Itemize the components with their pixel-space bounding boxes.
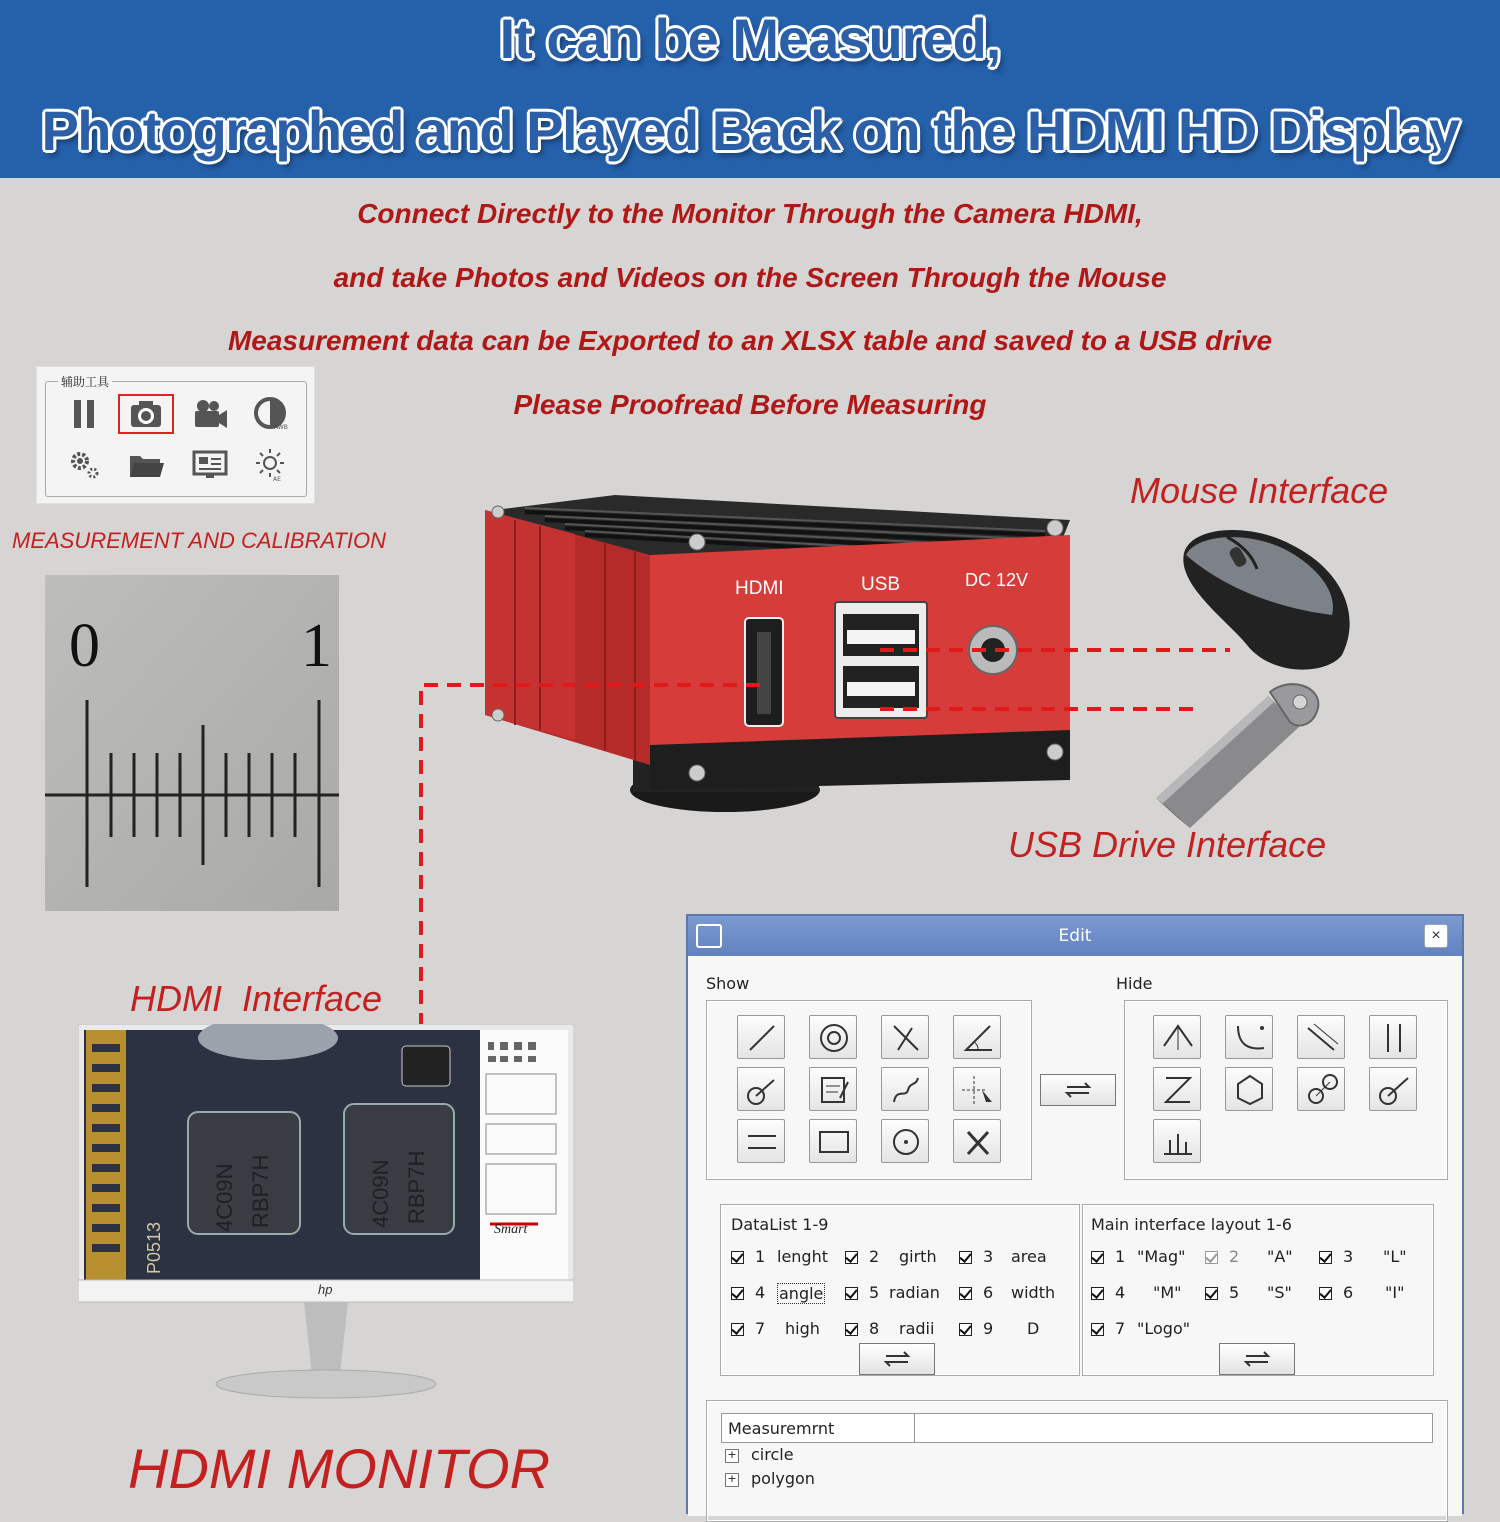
datalist-checkbox-3[interactable] — [959, 1251, 972, 1264]
measurement-table-header — [721, 1413, 1433, 1443]
datalist-checkbox-2[interactable] — [845, 1251, 858, 1264]
swap-show-hide-button[interactable] — [1040, 1074, 1116, 1106]
delete-tool-icon[interactable] — [953, 1119, 1001, 1163]
close-button[interactable]: × — [1424, 924, 1448, 948]
histogram-tool-icon[interactable] — [1153, 1119, 1201, 1163]
line-tool-icon[interactable] — [737, 1015, 785, 1059]
dialog-title: Edit — [1058, 926, 1092, 946]
layout-num-6: 6 — [1343, 1283, 1354, 1302]
layout-num-4: 4 — [1115, 1283, 1126, 1302]
layout-checkbox-2[interactable] — [1205, 1251, 1218, 1264]
measurement-header-text: Measuremrnt — [728, 1419, 835, 1438]
banner-title-line1: It can be Measured, — [499, 7, 1001, 70]
layout-checkbox-4[interactable] — [1091, 1287, 1104, 1300]
datalist-label-1: lenght — [777, 1247, 828, 1266]
point-select-tool-icon[interactable] — [953, 1067, 1001, 1111]
hide-label: Hide — [1116, 974, 1153, 993]
intro-line-4: Please Proofread Before Measuring — [513, 389, 987, 420]
datalist-label-3: area — [1011, 1247, 1047, 1266]
banner-title-line2: Photographed and Played Back on the HDMI HD Display — [41, 99, 1459, 162]
datalist-label-8: radii — [899, 1319, 935, 1338]
pcb-label: P0513 — [144, 1221, 164, 1274]
chip1-marking-a: 4C09N — [212, 1163, 237, 1232]
datalist-checkbox-9[interactable] — [959, 1323, 972, 1336]
tree-item-circle[interactable]: circle — [751, 1445, 794, 1464]
layout-title: Main interface layout 1-6 — [1091, 1215, 1292, 1234]
layout-label-2: "A" — [1267, 1247, 1293, 1266]
datalist-num-6: 6 — [983, 1283, 994, 1302]
datalist-checkbox-5[interactable] — [845, 1287, 858, 1300]
measurement-column-header[interactable] — [722, 1414, 915, 1442]
layout-label-3: "L" — [1383, 1247, 1407, 1266]
datalist-label-2: girth — [899, 1247, 937, 1266]
layout-label-7: "Logo" — [1137, 1319, 1191, 1338]
polygon-tool-icon[interactable] — [1225, 1067, 1273, 1111]
datalist-label-7: high — [785, 1319, 820, 1338]
datalist-checkbox-8[interactable] — [845, 1323, 858, 1336]
datalist-num-9: 9 — [983, 1319, 994, 1338]
datalist-group — [720, 1204, 1080, 1376]
show-label: Show — [706, 974, 750, 993]
datalist-label-4: angle — [779, 1284, 824, 1303]
arc-tool-icon[interactable] — [1225, 1015, 1273, 1059]
datalist-num-2: 2 — [869, 1247, 880, 1266]
panel-logo: Smart — [494, 1222, 528, 1237]
ruler-label-one: 1 — [301, 612, 332, 680]
layout-num-1: 1 — [1115, 1247, 1126, 1266]
hdmi-monitor-label: HDMI MONITOR — [128, 1437, 551, 1500]
datalist-label-6: width — [1011, 1283, 1056, 1302]
intro-line-2: and take Photos and Videos on the Screen Through the Mouse — [333, 262, 1167, 293]
datalist-num-1: 1 — [755, 1247, 766, 1266]
datalist-toggle-button[interactable] — [859, 1343, 935, 1375]
layout-num-5: 5 — [1229, 1283, 1240, 1302]
center-point-tool-icon[interactable] — [881, 1119, 929, 1163]
hdmi-interface-label: HDMI Interface — [130, 978, 383, 1019]
dialog-body — [688, 956, 1462, 1516]
layout-checkbox-6[interactable] — [1319, 1287, 1332, 1300]
point-radius-tool-icon[interactable] — [737, 1067, 785, 1111]
triangle-tool-icon[interactable] — [1153, 1015, 1201, 1059]
chip1-marking-b: RBP7H — [248, 1154, 273, 1228]
camera-port-dc-label: DC 12V — [965, 570, 1029, 590]
layout-num-2: 2 — [1229, 1247, 1240, 1266]
angle-lines-tool-icon[interactable] — [881, 1015, 929, 1059]
datalist-checkbox-7[interactable] — [731, 1323, 744, 1336]
datalist-checkbox-6[interactable] — [959, 1287, 972, 1300]
layout-label-6: "I" — [1385, 1283, 1405, 1302]
svg-text:AE: AE — [273, 476, 281, 482]
circle-line-tool-icon[interactable] — [1369, 1067, 1417, 1111]
camera-port-usb-label: USB — [861, 574, 901, 595]
angle-tool-icon[interactable] — [953, 1015, 1001, 1059]
circle-tool-icon[interactable] — [809, 1015, 857, 1059]
edit-dialog — [686, 914, 1464, 1514]
datalist-checkbox-1[interactable] — [731, 1251, 744, 1264]
layout-checkbox-7[interactable] — [1091, 1323, 1104, 1336]
vertical-parallel-tool-icon[interactable] — [1369, 1015, 1417, 1059]
layout-group — [1082, 1204, 1434, 1376]
layout-num-7: 7 — [1115, 1319, 1126, 1338]
freehand-tool-icon[interactable] — [881, 1067, 929, 1111]
svg-text:AWB: AWB — [274, 424, 288, 431]
datalist-label-5: radian — [889, 1283, 940, 1302]
tool-group-title: 辅助工具 — [58, 373, 112, 390]
tree-item-polygon[interactable]: polygon — [751, 1469, 815, 1488]
expand-polygon-icon[interactable]: + — [725, 1473, 739, 1487]
expand-circle-icon[interactable]: + — [725, 1449, 739, 1463]
rectangle-tool-icon[interactable] — [809, 1119, 857, 1163]
layout-label-5: "S" — [1267, 1283, 1292, 1302]
layout-label-4: "M" — [1153, 1283, 1182, 1302]
dialog-titlebar[interactable] — [688, 916, 1462, 956]
datalist-checkbox-4[interactable] — [731, 1287, 744, 1300]
datalist-num-7: 7 — [755, 1319, 766, 1338]
hide-tools-group — [1124, 1000, 1448, 1180]
layout-label-1: "Mag" — [1137, 1247, 1186, 1266]
datalist-num-3: 3 — [983, 1247, 994, 1266]
hdmi-monitor — [78, 1024, 574, 1400]
layout-checkbox-1[interactable] — [1091, 1251, 1104, 1264]
show-tools-group — [706, 1000, 1032, 1180]
intro-line-3: Measurement data can be Exported to an XLSX table and saved to a USB drive — [227, 325, 1273, 356]
parallel-lines-tool-icon[interactable] — [737, 1119, 785, 1163]
chip2-marking-a: 4C09N — [368, 1159, 393, 1228]
measurement-panel — [706, 1400, 1448, 1522]
usb-drive-icon — [1150, 678, 1330, 828]
mouse-icon — [1172, 525, 1354, 675]
monitor-brand-logo: hp — [318, 1282, 333, 1297]
usb-drive-interface-label: USB Drive Interface — [1008, 824, 1327, 865]
measurement-label: MEASUREMENT AND CALIBRATION — [12, 528, 387, 553]
mouse-interface-label: Mouse Interface — [1130, 470, 1389, 511]
datalist-num-5: 5 — [869, 1283, 880, 1302]
text-edit-tool-icon[interactable] — [809, 1067, 857, 1111]
datalist-title: DataList 1-9 — [731, 1215, 829, 1234]
intro-line-1: Connect Directly to the Monitor Through the Camera HDMI, — [357, 198, 1143, 229]
zigzag-tool-icon[interactable] — [1153, 1067, 1201, 1111]
layout-checkbox-5[interactable] — [1205, 1287, 1218, 1300]
datalist-num-8: 8 — [869, 1319, 880, 1338]
datalist-label-9: D — [1027, 1319, 1040, 1338]
diagonal-measure-tool-icon[interactable] — [1297, 1015, 1345, 1059]
layout-num-3: 3 — [1343, 1247, 1354, 1266]
camera-port-hdmi-label: HDMI — [735, 578, 784, 599]
two-circles-tool-icon[interactable] — [1297, 1067, 1345, 1111]
datalist-num-4: 4 — [755, 1283, 766, 1302]
ruler-label-zero: 0 — [69, 612, 100, 680]
layout-checkbox-3[interactable] — [1319, 1251, 1332, 1264]
chip2-marking-b: RBP7H — [404, 1150, 429, 1224]
layout-toggle-button[interactable] — [1219, 1343, 1295, 1375]
